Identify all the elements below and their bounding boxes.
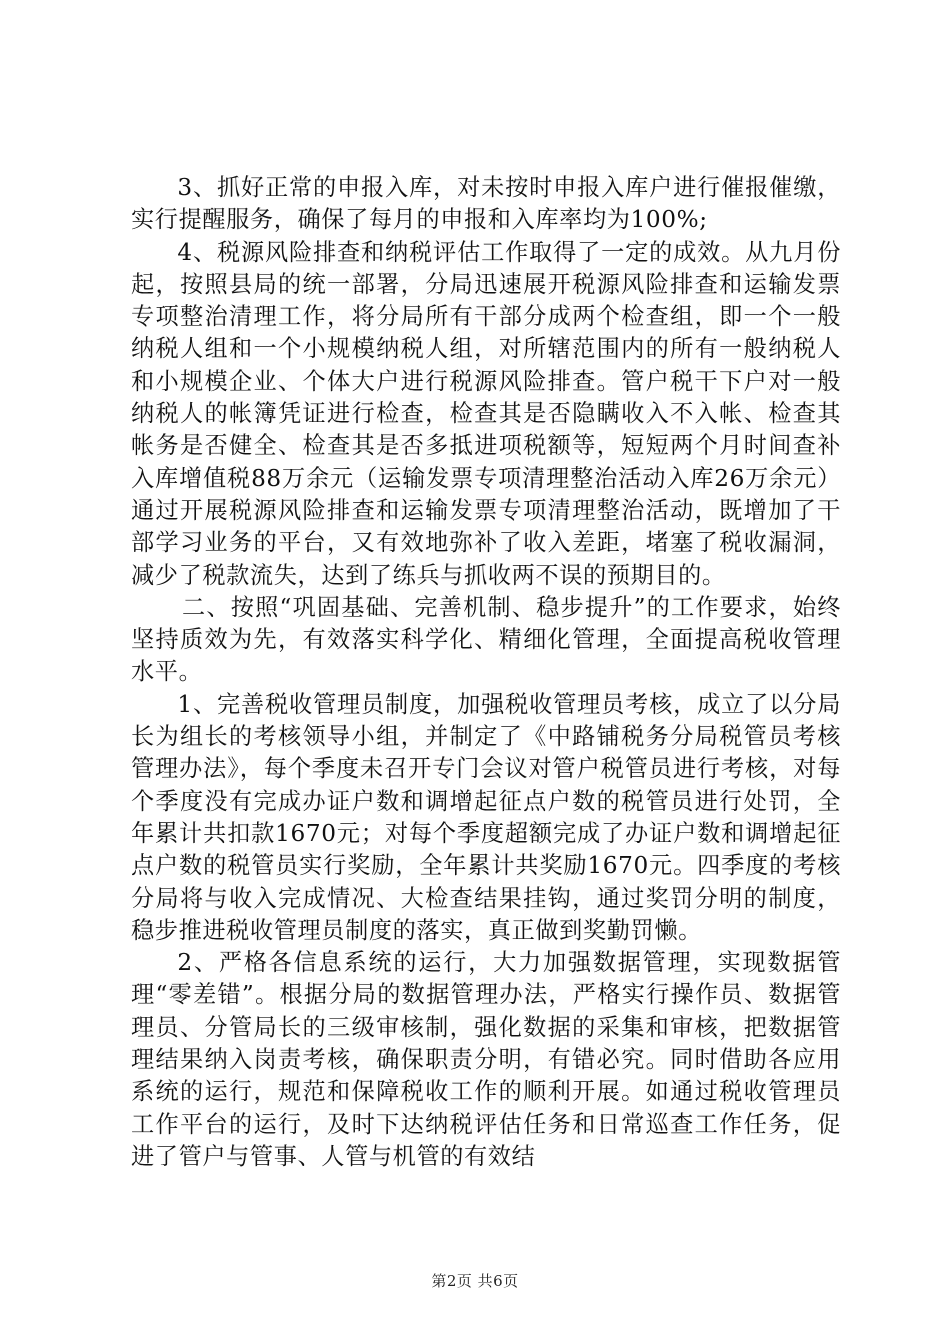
document-body — [131, 172, 841, 1173]
section-heading-two: 二、按照“巩固基础、完善机制、稳步提升”的工作要求，始终坚持质效为先，有效落实科学化、精细化管理，全面提高税收管理水平。 — [131, 593, 841, 686]
paragraph-item-3: 3、抓好正常的申报入库，对未按时申报入库户进行催报催缴，实行提醒服务，确保了每月的申报和入库率均为100%; — [131, 174, 841, 234]
page-footer: 第2页 共6页 — [431, 1272, 519, 1290]
paragraph-item-4: 4、税源风险排查和纳税评估工作取得了一定的成效。从九月份起，按照县局的统一部署，分局迅速展开税源风险排查和运输发票专项整治清理工作，将分局所有干部分成两个检查组，即一个一般纳税人组和一个小规模纳税人组，对所辖范围内的所有一般纳税人和小规模企业、个体大户进行税源风险排查。管户税干下户对一般纳税人的帐簿凭证进行检查，检查其是否隐瞒收入不入帐、检查其帐务是否健全、检查其是否多抵进项税额等，短短两个月时间查补入库增值税88万余元（运输发票专项清理整治活动入库26万余元）通过开展税源风险排查和运输发票专项清理整治活动，既增加了干部学习业务的平台，又有效地弥补了收入差距，堵塞了税收漏洞，减少了税款流失，达到了练兵与抓收两不误的预期目的。 — [131, 238, 841, 589]
paragraph-item-2: 2、严格各信息系统的运行，大力加强数据管理，实现数据管理“零差错”。根据分局的数据管理办法，严格实行操作员、数据管理员、分管局长的三级审核制，强化数据的采集和审核，把数据管理结果纳入岗责考核，确保职责分明，有错必究。同时借助各应用系统的运行，规范和保障税收工作的顺利开展。如通过税收管理员工作平台的运行，及时下达纳税评估任务和日常巡查工作任务，促进了管户与管事、人管与机管的有效结 — [131, 949, 841, 1170]
paragraph-item-1: 1、完善税收管理员制度，加强税收管理员考核，成立了以分局长为组长的考核领导小组，并制定了《中路铺税务分局税管员考核管理办法》，每个季度未召开专门会议对管户税管员进行考核，对每个季度没有完成办证户数和调增起征点户数的税管员进行处罚，全年累计共扣款1670元；对每个季度超额完成了办证户数和调增起征点户数的税管员实行奖励，全年累计共奖励1670元。四季度的考核分局将与收入完成情况、大检查结果挂钩，通过奖罚分明的制度，稳步推进税收管理员制度的落实，真正做到奖勤罚懒。 — [131, 690, 841, 944]
